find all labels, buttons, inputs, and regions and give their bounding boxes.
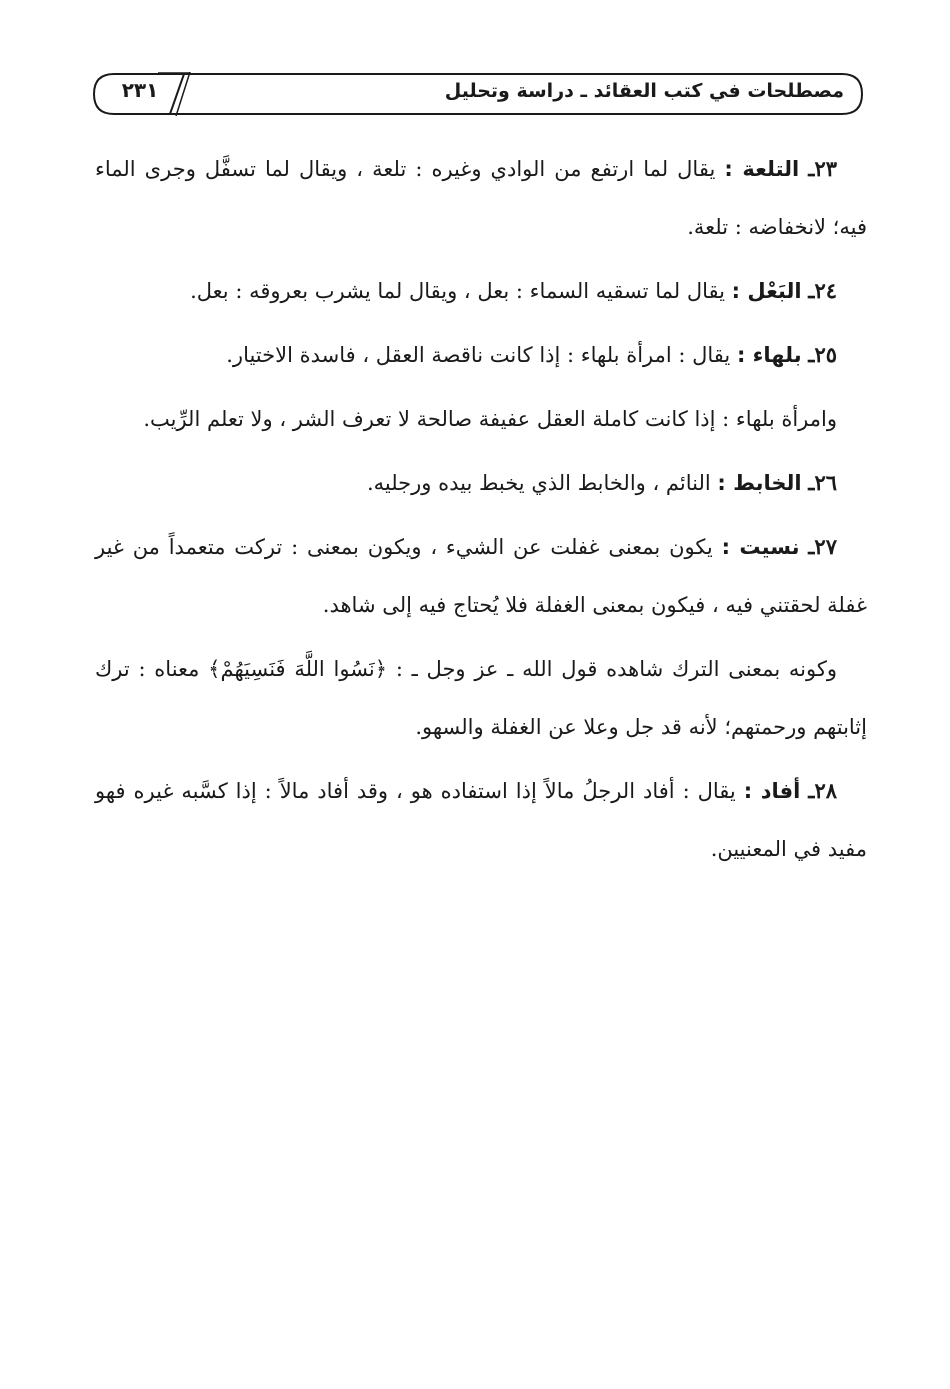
entry-25-continuation: وامرأة بلهاء : إذا كانت كاملة العقل عفيفة صالحة لا تعرف الشر ، ولا تعلم الرِّيب. — [143, 407, 837, 431]
entry-number: ٢٧ـ — [808, 534, 837, 559]
entry-number: ٢٤ـ — [808, 278, 837, 303]
entry-term: البَعْل : — [731, 279, 802, 303]
entry-28 — [95, 762, 867, 878]
entry-term: نسيت : — [721, 535, 800, 559]
page-body — [95, 140, 867, 884]
entry-26 — [95, 454, 867, 512]
entry-24 — [95, 262, 867, 320]
page-number: ٢٣١ — [121, 78, 159, 102]
entry-number: ٢٦ـ — [808, 470, 837, 495]
entry-number: ٢٨ـ — [808, 778, 837, 803]
entry-23 — [95, 140, 867, 256]
entry-27 — [95, 518, 867, 634]
entry-term: التلعة : — [724, 157, 800, 181]
entry-text: يقال : أفاد الرجلُ مالاً إذا استفاده هو ، وقد أفاد مالاً : إذا كسَّبه غيره فهو مفيد في المعنيين. — [95, 779, 867, 861]
entry-text: يقال لما تسقيه السماء : بعل ، ويقال لما يشرب بعروقه : بعل. — [190, 279, 732, 303]
running-header — [92, 72, 864, 116]
entry-term: بلهاء : — [736, 343, 802, 367]
entry-text: النائم ، والخابط الذي يخبط بيده ورجليه. — [366, 471, 718, 495]
entry-term: الخابط : — [717, 471, 802, 495]
entry-27-continuation: وكونه بمعنى الترك شاهده قول الله ـ عز وجل ـ : ﴿نَسُوا اللَّهَ فَنَسِيَهُمْ﴾ معناه : ترك إثابتهم ورحمتهم؛ لأنه قد جل وعلا عن الغفلة والسهو. — [95, 657, 867, 739]
entry-text: يكون بمعنى غفلت عن الشيء ، ويكون بمعنى : تركت متعمداً من غير غفلة لحقتني فيه ، فيكون بمعنى الغفلة فلا يُحتاج فيه إلى شاهد. — [95, 535, 867, 617]
running-title: مصطلحات في كتب العقائد ـ دراسة وتحليل — [444, 80, 844, 102]
entry-number: ٢٥ـ — [808, 342, 837, 367]
entry-25 — [95, 326, 867, 384]
entry-number: ٢٣ـ — [808, 156, 837, 181]
entry-text: يقال لما ارتفع من الوادي وغيره : تلعة ، ويقال لما تسفَّل وجرى الماء فيه؛ لانخفاضه : تلعة. — [95, 157, 867, 239]
entry-term: أفاد : — [743, 779, 801, 803]
entry-text: يقال : امرأة بلهاء : إذا كانت ناقصة العقل ، فاسدة الاختيار. — [226, 343, 737, 367]
